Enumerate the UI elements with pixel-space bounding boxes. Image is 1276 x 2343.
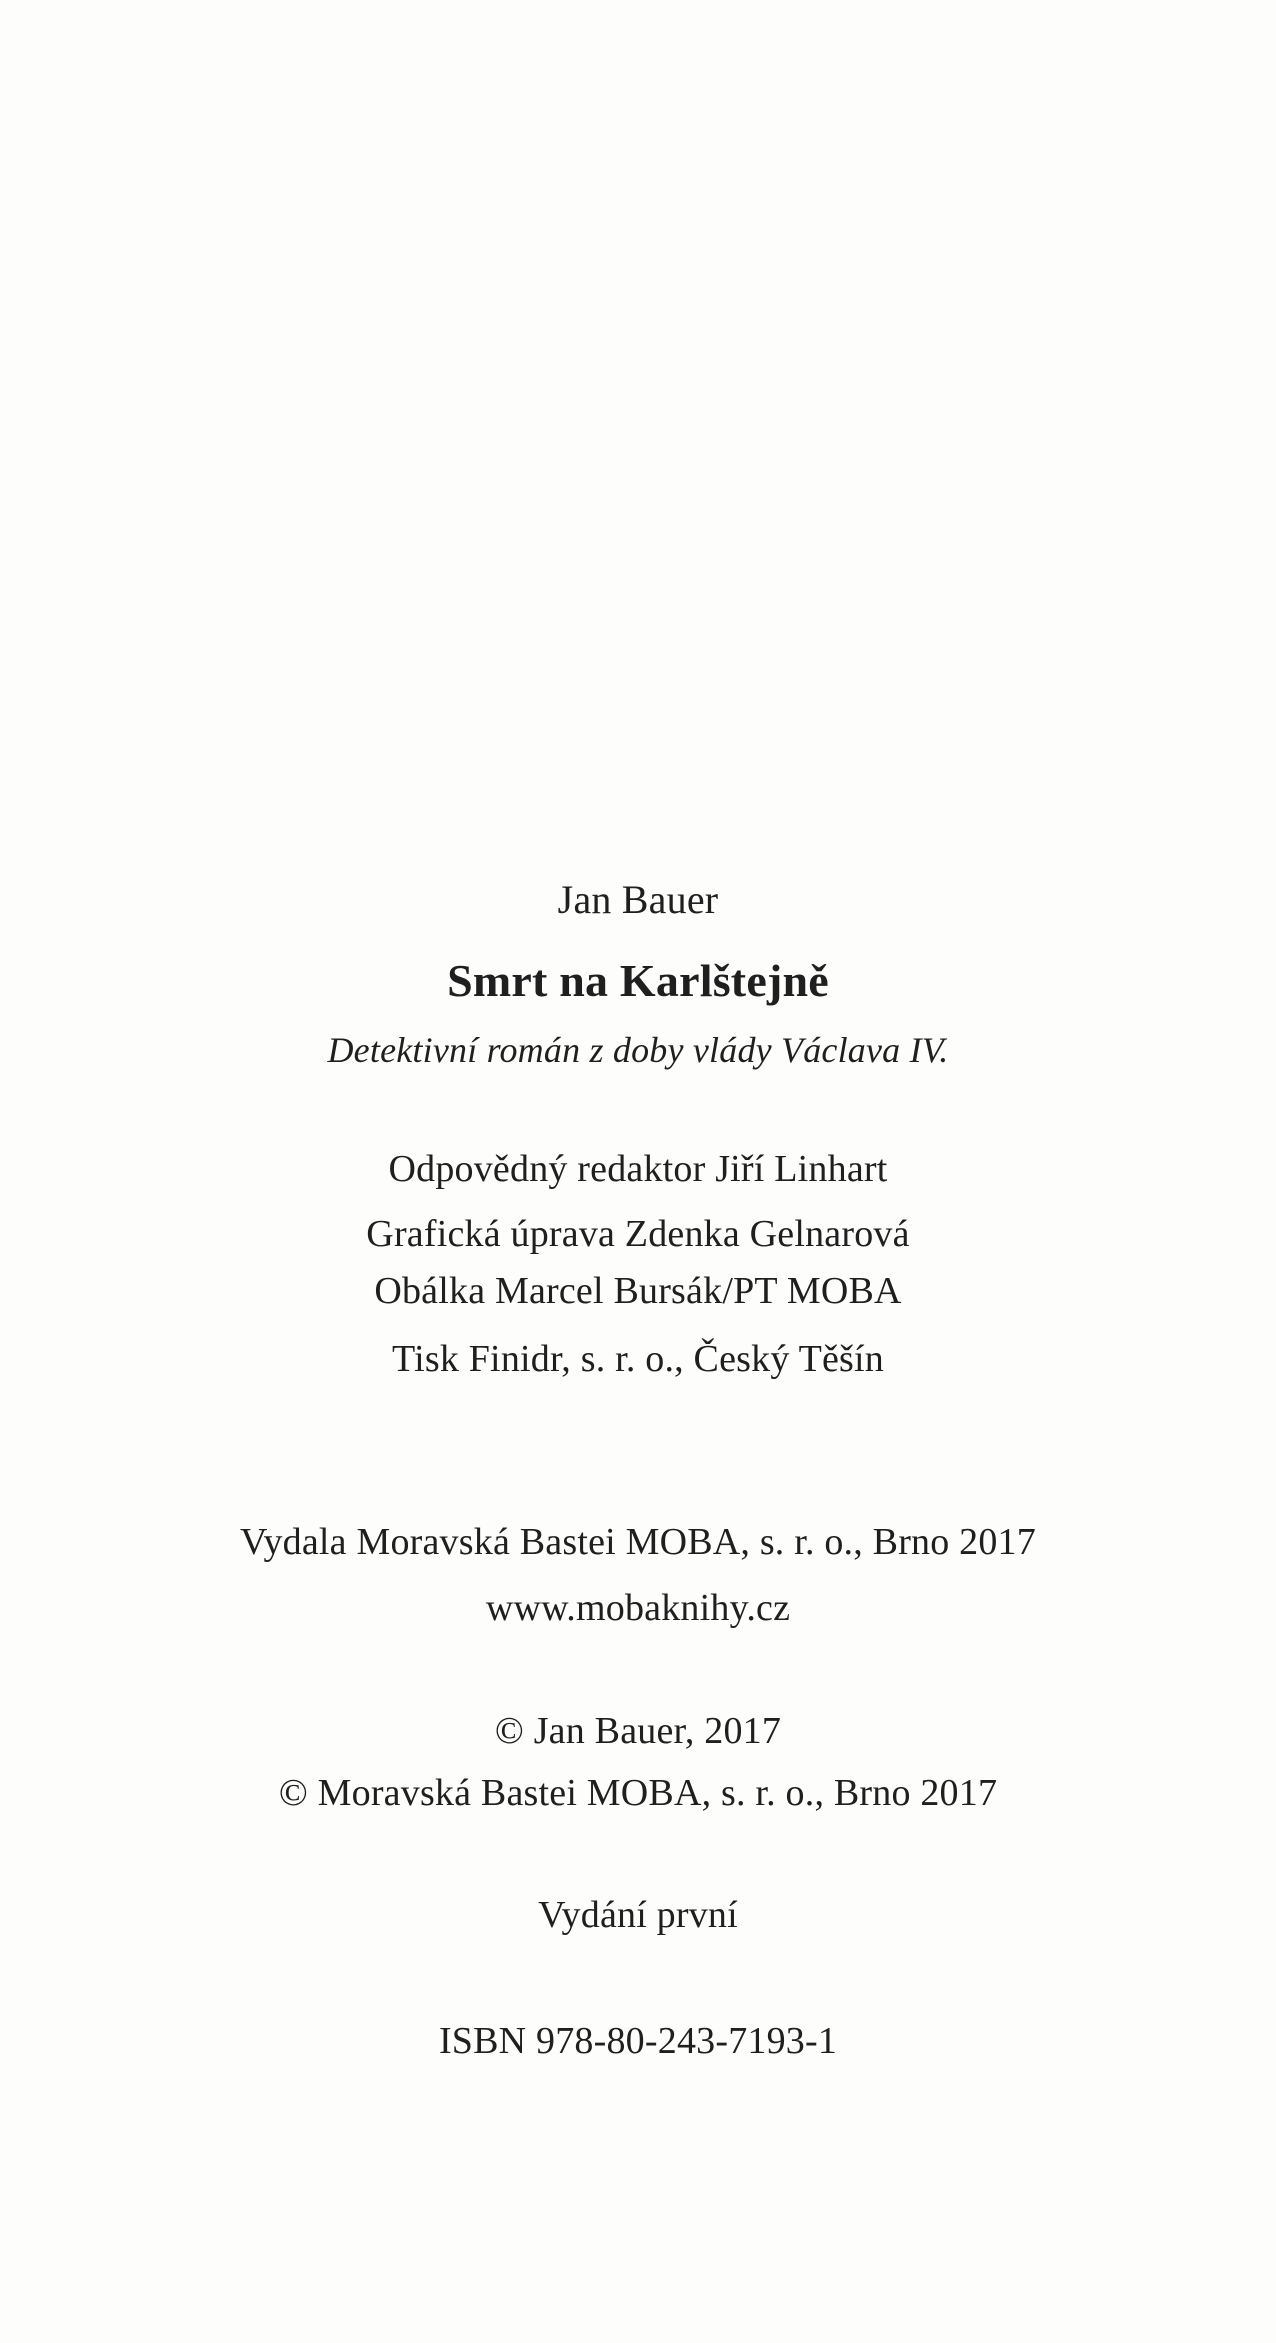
credit-cover: Obálka Marcel Bursák/PT MOBA	[374, 1270, 902, 1312]
book-subtitle: Detektivní román z doby vlády Václava IV.	[327, 1030, 949, 1070]
edition-label: Vydání první	[538, 1894, 738, 1936]
book-title: Smrt na Karlštejně	[447, 955, 829, 1006]
credit-printer: Tisk Finidr, s. r. o., Český Těšín	[392, 1338, 884, 1380]
publisher-website: www.mobaknihy.cz	[485, 1587, 791, 1629]
isbn-number: ISBN 978-80-243-7193-1	[438, 2020, 838, 2062]
credit-graphic-design: Grafická úprava Zdenka Gelnarová	[366, 1213, 910, 1255]
copyright-author: © Jan Bauer, 2017	[494, 1710, 782, 1752]
author-name: Jan Bauer	[557, 877, 719, 922]
publisher-line: Vydala Moravská Bastei MOBA, s. r. o., Brno 2017	[240, 1521, 1036, 1563]
credit-editor: Odpovědný redaktor Jiří Linhart	[388, 1148, 888, 1190]
copyright-publisher: © Moravská Bastei MOBA, s. r. o., Brno 2017	[278, 1772, 998, 1814]
